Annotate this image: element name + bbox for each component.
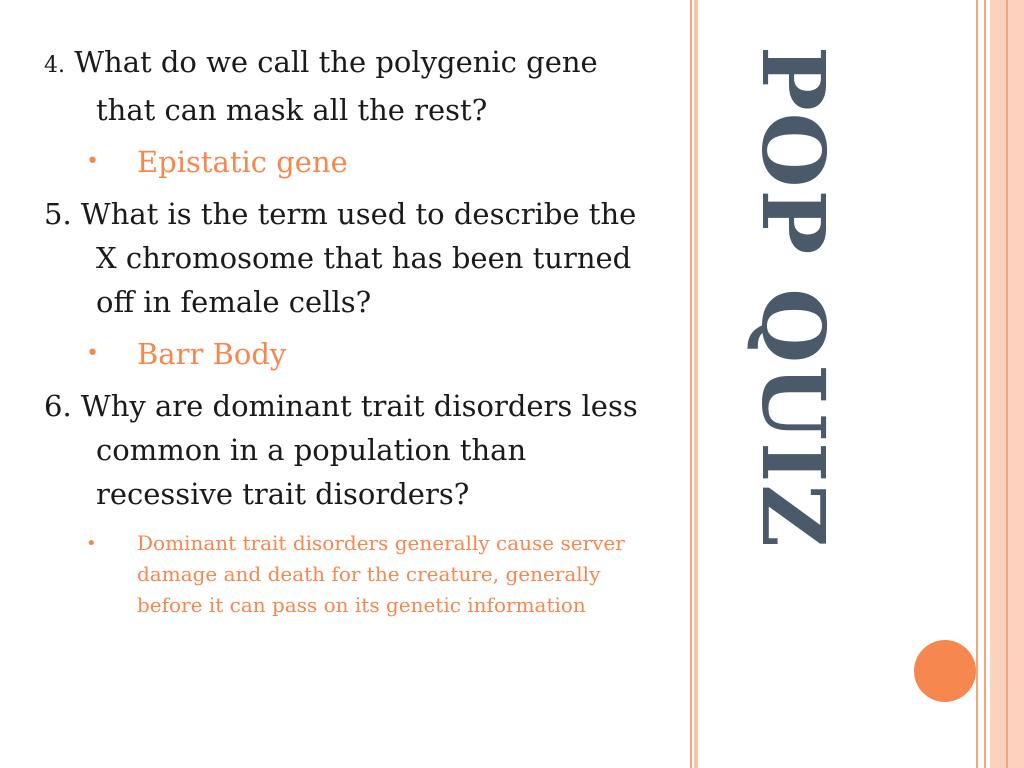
stripe <box>976 0 978 768</box>
stripe <box>690 0 692 768</box>
question-5 <box>44 192 664 324</box>
question-number: 4. <box>44 53 65 78</box>
bullet-icon: • <box>86 341 99 366</box>
accent-circle <box>914 640 976 702</box>
answer-6 <box>44 528 664 621</box>
bullet-icon: • <box>86 149 99 174</box>
question-text: What is the term used to describe the X chromosome that has been turned off in female cells? <box>71 197 637 319</box>
answer-text: Dominant trait disorders generally cause server damage and death for the creature, generally before it can pass on its genetic information <box>137 531 625 617</box>
stripe <box>1006 0 1008 768</box>
decorative-bands <box>690 0 1024 768</box>
bullet-icon: • <box>86 533 97 554</box>
slide-title: POP QUIZ <box>742 46 843 550</box>
stripe <box>984 0 986 768</box>
question-text: What do we call the polygenic gene that can mask all the rest? <box>65 45 598 127</box>
answer-4 <box>44 140 664 184</box>
question-number: 6. <box>44 389 72 423</box>
answer-text: Barr Body <box>137 337 287 371</box>
question-4 <box>44 40 664 132</box>
answer-5 <box>44 332 664 376</box>
question-6 <box>44 384 664 516</box>
question-number: 5. <box>44 197 72 231</box>
slide-content <box>44 40 664 629</box>
slide-title-vertical <box>742 46 843 626</box>
question-text: Why are dominant trait disorders less common in a population than recessive trait disorders? <box>71 389 638 511</box>
stripe <box>694 0 698 768</box>
answer-text: Epistatic gene <box>137 145 348 179</box>
